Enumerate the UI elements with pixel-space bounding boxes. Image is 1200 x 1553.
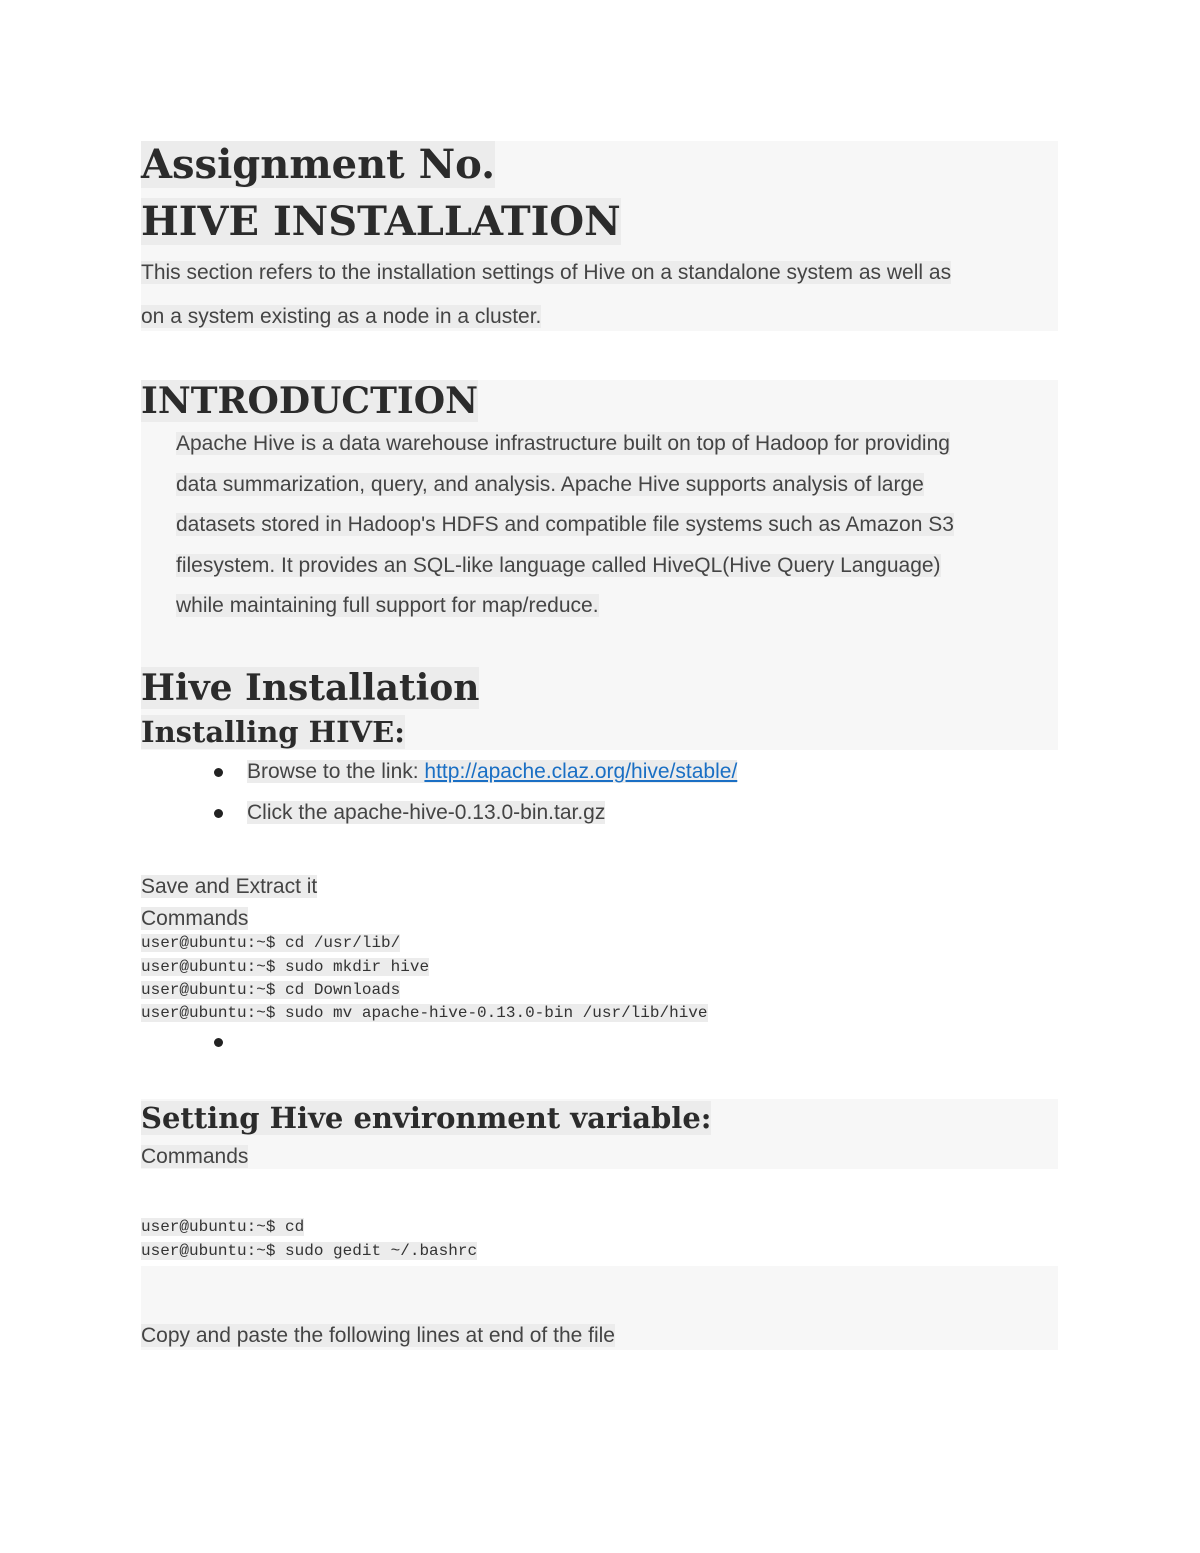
introduction-line: datasets stored in Hadoop's HDFS and compatible file systems such as Amazon S3 bbox=[176, 513, 954, 536]
copy-paste-text: Copy and paste the following lines at end of the file bbox=[141, 1324, 615, 1347]
env-variable-heading: Setting Hive environment variable: bbox=[141, 1101, 712, 1135]
command-line: user@ubuntu:~$ sudo mv apache-hive-0.13.0-bin /usr/lib/hive bbox=[141, 1004, 708, 1022]
introduction-line: while maintaining full support for map/reduce. bbox=[176, 594, 599, 617]
assignment-heading: Assignment No. bbox=[141, 141, 496, 188]
browse-label: Browse to the link: bbox=[247, 760, 425, 783]
introduction-line: Apache Hive is a data warehouse infrastructure built on top of Hadoop for providing bbox=[176, 432, 950, 455]
intro-line-2: on a system existing as a node in a cluster. bbox=[141, 305, 542, 328]
command-line: user@ubuntu:~$ sudo mkdir hive bbox=[141, 958, 430, 976]
hive-installation-heading: Hive Installation bbox=[141, 667, 480, 709]
introduction-line: data summarization, query, and analysis. Apache Hive supports analysis of large bbox=[176, 473, 924, 496]
save-extract-text: Save and Extract it bbox=[141, 875, 318, 898]
page-title: HIVE INSTALLATION bbox=[141, 198, 621, 245]
command-line: user@ubuntu:~$ cd /usr/lib/ bbox=[141, 934, 401, 952]
hive-download-link[interactable]: http://apache.claz.org/hive/stable/ bbox=[424, 760, 738, 783]
bullet-icon bbox=[214, 768, 223, 777]
introduction-heading: INTRODUCTION bbox=[141, 380, 478, 422]
intro-line-1: This section refers to the installation settings of Hive on a standalone system as well as bbox=[141, 261, 952, 284]
command-line: user@ubuntu:~$ sudo gedit ~/.bashrc bbox=[141, 1242, 478, 1260]
bullet-click-archive: Click the apache-hive-0.13.0-bin.tar.gz bbox=[247, 801, 606, 824]
commands-label: Commands bbox=[141, 907, 249, 930]
command-line: user@ubuntu:~$ cd Downloads bbox=[141, 981, 401, 999]
bullet-icon bbox=[214, 809, 223, 818]
introduction-line: filesystem. It provides an SQL-like language called HiveQL(Hive Query Language) bbox=[176, 554, 941, 577]
bullet-browse-link bbox=[247, 758, 737, 785]
empty-bullet-icon bbox=[214, 1038, 223, 1047]
env-commands-label: Commands bbox=[141, 1145, 249, 1168]
installing-hive-subheading: Installing HIVE: bbox=[141, 715, 405, 749]
command-line: user@ubuntu:~$ cd bbox=[141, 1218, 305, 1236]
